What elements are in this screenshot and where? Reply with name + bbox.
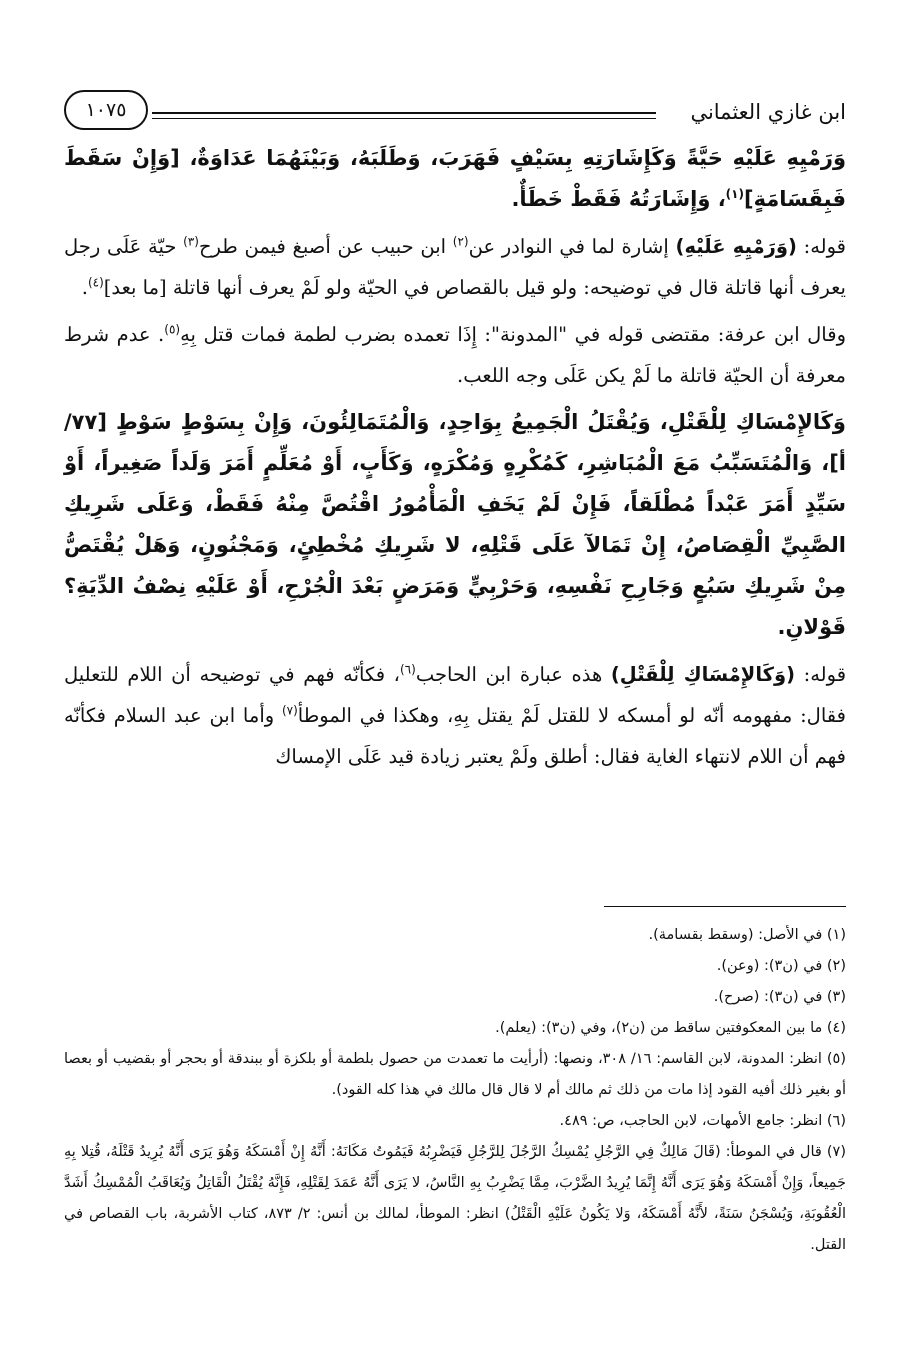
footnote-marker: (٥) (164, 322, 181, 337)
commentary-paragraph-2 (64, 314, 846, 396)
matn-quote: (وَكَالإِمْسَاكِ لِلْقَتْلِ) (610, 663, 796, 686)
book-page (64, 82, 847, 1253)
commentary-text: . (81, 276, 88, 299)
footnote: (٢) في (ن٣): (وعن). (716, 958, 846, 974)
matn-paragraph-2 (64, 402, 846, 648)
header-rule (152, 112, 656, 119)
commentary-text: ابن حبيب عن أصبغ فيمن طرح (198, 235, 453, 258)
commentary-paragraph-3 (64, 654, 846, 777)
matn-text: وَكَالإِمْسَاكِ لِلْقَتْلِ، وَيُقْتَلُ الْجَمِيعُ بِوَاحِدٍ، وَالْمُتَمَالِئُونَ، وَإِنْ بِسَوْطٍ سَوْطٍ [٧٧/أ]، وَالْمُتَسَبِّبُ مَعَ الْمُبَاشِرِ، كَمُكْرِهٍ وَمُكْرَهٍ، وَكَأَبٍ، أَوْ مُعَلِّمٍ أَمَرَ وَلَداً صَغِيراً، أَوْ سَيِّدٍ أَمَرَ عَبْداً مُطْلَقاً، فَإِنْ لَمْ يَخَفِ الْمَأْمُورُ اقْتُصَّ مِنْهُ فَقَطْ، وَعَلَى شَرِيكِ الصَّبِيِّ الْقِصَاصُ، إِنْ تَمَالآ عَلَى قَتْلِهِ، لا شَرِيكِ مُخْطِئٍ، وَمَجْنُونٍ، وَهَلْ يُقْتَصُّ مِنْ شَرِيكِ سَبُعٍ وَجَارِحِ نَفْسِهِ، وَحَرْبِيٍّ وَمَرَضٍ بَعْدَ الْجُرْحِ، أَوْ عَلَيْهِ نِصْفُ الدِّيَةِ؟ قَوْلانِ. (64, 410, 846, 639)
running-title: ابن غازي العثماني (690, 100, 846, 124)
commentary-paragraph-1 (64, 226, 846, 308)
matn-text: وَرَمْيِهِ عَلَيْهِ حَيَّةً وَكَإِشَارَتِهِ بِسَيْفٍ فَهَرَبَ، وَطَلَبَهُ، وَبَيْنَهُمَا عَدَاوَةٌ، [وَإِنْ سَقَطَ فَبِقَسَامَةٍ] (64, 146, 846, 211)
commentary-text: حيّة عَلَى رجل يعرف أنها قاتلة قال في توضيحه: ولو قيل بالقصاص في الحيّة ولو لَمْ يعرف أنها قاتلة [ما بعد] (64, 235, 846, 299)
matn-quote: (وَرَمْيِهِ عَلَيْهِ) (675, 235, 797, 258)
commentary-text: إشارة لما في النوادر عن (468, 235, 676, 258)
footnote-marker: (٦) (399, 662, 416, 677)
matn-text: ، وَإِشَارَتُهُ فَقَطْ خَطَأٌ. (511, 187, 726, 211)
footnote-separator (604, 906, 846, 907)
footnote-marker: (١) (725, 187, 744, 201)
matn-paragraph-1 (64, 138, 846, 220)
footnote-marker: (٤) (87, 275, 104, 290)
commentary-lead: قوله: (795, 663, 847, 686)
commentary-text: ، فكأنّه فهم في توضيحه أن اللام للتعليل فقال: مفهومه أنّه لو أمسكه لا للقتل لَمْ يقتل بِهِ، وهكذا في الموطأ (64, 663, 846, 727)
commentary-text: وأما ابن عبد السلام فكأنّه فهم أن اللام لانتهاء الغاية فقال: أطلق ولَمْ يعتبر زيادة قيد عَلَى الإمساك (64, 704, 846, 768)
footnote: (١) في الأصل: (وسقط بقسامة). (648, 927, 846, 943)
commentary-lead: قوله: (796, 235, 847, 258)
page-number: ١٠٧٥ (64, 90, 148, 130)
footnote: (٧) قال في الموطأ: (قَالَ مَالِكٌ فِي الرَّجُلِ يُمْسِكُ الرَّجُلَ لِلرَّجُلِ فَيَضْرِبُهُ فَيَمُوتُ مَكَانَهُ: أَنَّهُ إِنْ أَمْسَكَهُ وَهُوَ يَرَى أَنَّهُ يُرِيدُ قَتْلَهُ، قُتِلا بِهِ جَمِيعاً، وَإِنْ أَمْسَكَهُ وَهُوَ يَرَى أَنَّهُ إِنَّمَا يُرِيدُ الضَّرْبَ، مِمَّا يَضْرِبُ بِهِ النَّاسُ، لا يَرَى أَنَّهُ عَمَدَ لِقَتْلِهِ، فَإِنَّهُ يُقْتَلُ الْقَاتِلُ وَيُعَاقَبُ الْمُمْسِكُ أَشَدَّ الْعُقُوبَةِ، وَيُسْجَنُ سَنَةً، لأَنَّهُ أَمْسَكَهُ، وَلا يَكُونُ عَلَيْهِ الْقَتْلُ) انظر: الموطأ، لمالك بن أنس: ٢/ ٨٧٣، كتاب الأشربة، باب القصاص في القتل. (64, 1144, 847, 1253)
footnotes (64, 920, 846, 1261)
page-header (64, 82, 846, 138)
commentary-text: وقال ابن عرفة: مقتضى قوله في "المدونة": إِذَا تعمده بضرب لطمة فمات قتل بِهِ (180, 323, 846, 346)
footnote: (٤) ما بين المعكوفتين ساقط من (ن٢)، وفي (ن٣): (يعلم). (495, 1020, 846, 1036)
footnote-marker: (٧) (281, 703, 298, 718)
footnote-marker: (٣) (183, 234, 199, 249)
footnote: (٥) انظر: المدونة، لابن القاسم: ١٦/ ٣٠٨، ونصها: (أرأيت ما تعمدت من حصول بلطمة أو بلكزة أو ببندقة أو بحجر أو بقضيب أو بعصا أو بغير ذلك أفيه القود إذا مات من ذلك ثم مالك أم لا قال قال مالك في هذا كله القود). (64, 1051, 846, 1098)
footnote: (٦) انظر: جامع الأمهات، لابن الحاجب، ص: ٤٨٩. (559, 1113, 846, 1129)
footnote: (٣) في (ن٣): (صرح). (713, 989, 846, 1005)
commentary-text: . عدم شرط معرفة أن الحيّة قاتلة ما لَمْ يكن عَلَى وجه اللعب. (64, 323, 846, 387)
footnote-marker: (٢) (452, 234, 469, 249)
commentary-text: هذه عبارة ابن الحاجب (415, 663, 611, 686)
